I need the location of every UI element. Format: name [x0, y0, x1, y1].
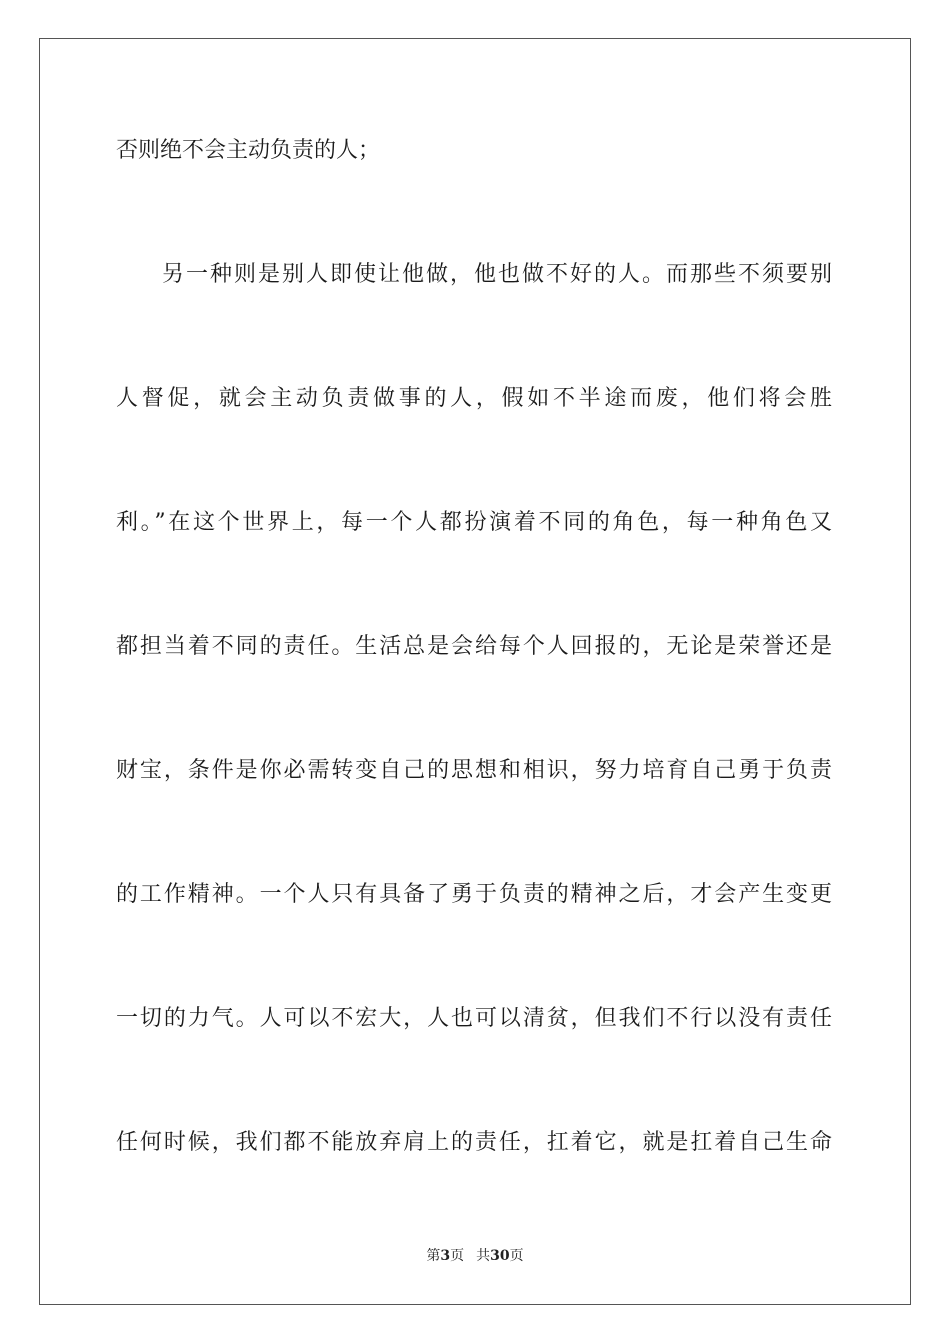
text-line-1: 否则绝不会主动负责的人； — [116, 138, 381, 163]
page-number: 3 — [440, 1248, 451, 1264]
text-line-2: 另一种则是别人即使让他做，他也做不好的人。而那些不须要别 — [162, 262, 832, 287]
text-line-9: 任何时候，我们都不能放弃肩上的责任，扛着它，就是扛着自己生命 — [116, 1130, 832, 1155]
page-footer — [0, 1247, 950, 1265]
text-line-6: 财宝，条件是你必需转变自己的思想和相识，努力培育自己勇于负责 — [116, 758, 832, 783]
page-prefix: 第 — [426, 1248, 441, 1264]
text-line-5: 都担当着不同的责任。生活总是会给每个人回报的，无论是荣誉还是 — [116, 634, 832, 659]
total-pages: 30 — [490, 1248, 510, 1264]
total-prefix: 共 — [476, 1248, 491, 1264]
text-line-3: 人督促，就会主动负责做事的人，假如不半途而废，他们将会胜 — [116, 386, 832, 411]
total-suffix: 页 — [509, 1248, 524, 1264]
text-line-8: 一切的力气。人可以不宏大，人也可以清贫，但我们不行以没有责任 — [116, 1006, 832, 1031]
page-suffix: 页 — [450, 1248, 465, 1264]
page-border — [39, 38, 911, 1305]
text-line-7: 的工作精神。一个人只有具备了勇于负责的精神之后，才会产生变更 — [116, 882, 832, 907]
text-line-4: 利。”在这个世界上，每一个人都扮演着不同的角色，每一种角色又 — [116, 510, 832, 535]
